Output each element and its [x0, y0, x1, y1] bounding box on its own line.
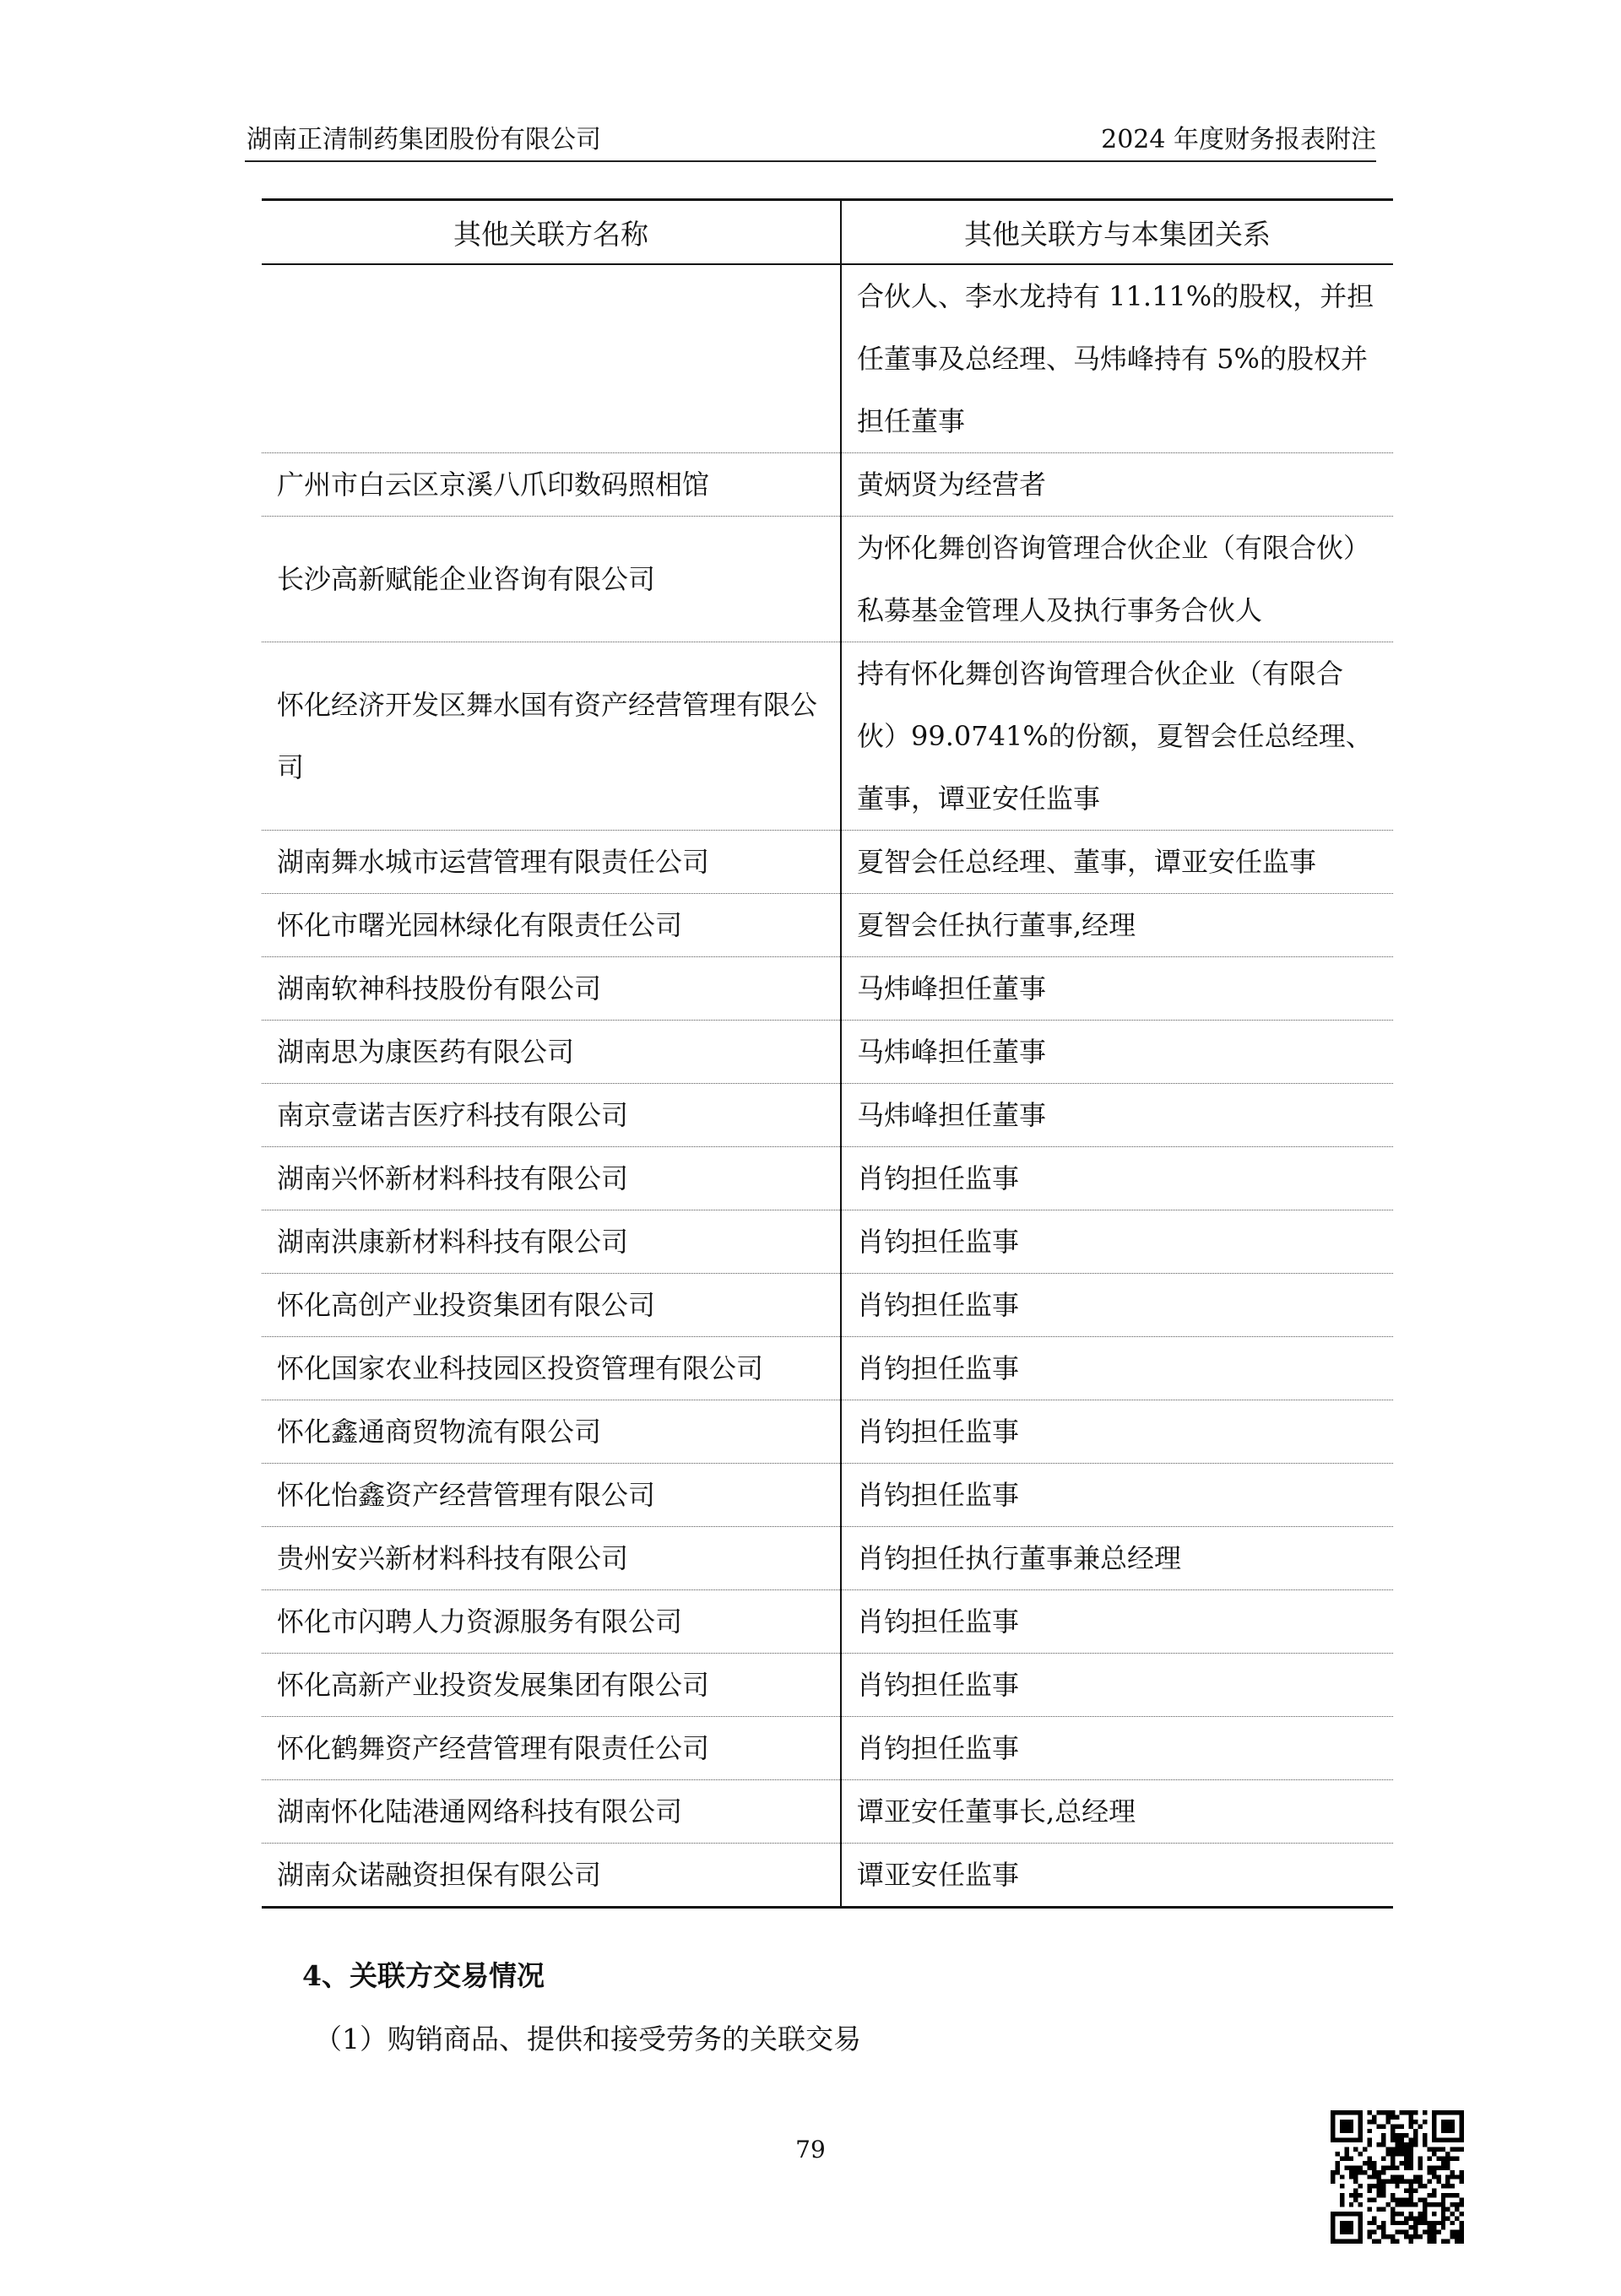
related-party-relation: 肖钧担任监事	[841, 1654, 1393, 1717]
related-party-name: 广州市白云区京溪八爪印数码照相馆	[262, 453, 841, 517]
related-party-name: 湖南软神科技股份有限公司	[262, 957, 841, 1021]
related-party-relation: 肖钧担任监事	[841, 1274, 1393, 1337]
table-row	[262, 1084, 1393, 1147]
table-row	[262, 1147, 1393, 1210]
related-party-relation: 肖钧担任监事	[841, 1147, 1393, 1210]
related-party-relation: 黄炳贤为经营者	[841, 453, 1393, 517]
related-party-relation: 马炜峰担任董事	[841, 957, 1393, 1021]
related-party-relation: 肖钧担任监事	[841, 1590, 1393, 1654]
header-rule	[245, 160, 1376, 162]
related-party-name: 怀化市闪聘人力资源服务有限公司	[262, 1590, 841, 1654]
table-row	[262, 1780, 1393, 1844]
related-party-name: 贵州安兴新材料科技有限公司	[262, 1527, 841, 1590]
related-party-name: 湖南怀化陆港通网络科技有限公司	[262, 1780, 841, 1844]
related-party-name: 怀化高创产业投资集团有限公司	[262, 1274, 841, 1337]
page-number: 79	[795, 2136, 826, 2163]
related-party-relation: 谭亚安任监事	[841, 1844, 1393, 1908]
related-party-name: 怀化鑫通商贸物流有限公司	[262, 1400, 841, 1464]
related-party-name: 怀化鹤舞资产经营管理有限责任公司	[262, 1717, 841, 1780]
related-party-name: 怀化怡鑫资产经营管理有限公司	[262, 1464, 841, 1527]
table-row	[262, 831, 1393, 894]
related-party-relation: 肖钧担任监事	[841, 1464, 1393, 1527]
table-row	[262, 1527, 1393, 1590]
table-body	[262, 264, 1393, 1908]
column-header-name: 其他关联方名称	[262, 200, 841, 265]
related-party-name: 怀化市曙光园林绿化有限责任公司	[262, 894, 841, 957]
related-party-name: 湖南舞水城市运营管理有限责任公司	[262, 831, 841, 894]
qr-code-icon	[1331, 2110, 1464, 2244]
related-party-name: 怀化经济开发区舞水国有资产经营管理有限公司	[262, 642, 841, 831]
table-row	[262, 1021, 1393, 1084]
table-row	[262, 1717, 1393, 1780]
related-party-name: 怀化高新产业投资发展集团有限公司	[262, 1654, 841, 1717]
related-party-relation: 为怀化舞创咨询管理合伙企业（有限合伙）私募基金管理人及执行事务合伙人	[841, 517, 1393, 642]
related-party-relation: 肖钧担任监事	[841, 1337, 1393, 1400]
related-party-name: 南京壹诺吉医疗科技有限公司	[262, 1084, 841, 1147]
table-row	[262, 1464, 1393, 1527]
table-row	[262, 1274, 1393, 1337]
table-row	[262, 957, 1393, 1021]
related-party-name: 湖南思为康医药有限公司	[262, 1021, 841, 1084]
table-header-row	[262, 200, 1393, 265]
table-row	[262, 453, 1393, 517]
table-row	[262, 1337, 1393, 1400]
table-row	[262, 1844, 1393, 1908]
related-party-relation: 马炜峰担任董事	[841, 1021, 1393, 1084]
related-party-name: 湖南洪康新材料科技有限公司	[262, 1210, 841, 1274]
related-party-relation: 马炜峰担任董事	[841, 1084, 1393, 1147]
table-row	[262, 894, 1393, 957]
table-row	[262, 1210, 1393, 1274]
related-party-relation: 谭亚安任董事长,总经理	[841, 1780, 1393, 1844]
related-party-relation: 肖钧担任执行董事兼总经理	[841, 1527, 1393, 1590]
related-party-relation: 肖钧担任监事	[841, 1210, 1393, 1274]
related-party-relation: 持有怀化舞创咨询管理合伙企业（有限合伙）99.0741%的份额，夏智会任总经理、董事，谭亚安任监事	[841, 642, 1393, 831]
section-title: 4、关联方交易情况	[302, 1959, 545, 1992]
related-party-name: 长沙高新赋能企业咨询有限公司	[262, 517, 841, 642]
table-row	[262, 264, 1393, 453]
related-party-relation: 合伙人、李水龙持有 11.11%的股权，并担任董事及总经理、马炜峰持有 5%的股权并担任董事	[841, 264, 1393, 453]
table-row	[262, 1400, 1393, 1464]
table-row	[262, 1654, 1393, 1717]
section-subtitle: （1）购销商品、提供和接受劳务的关联交易	[314, 2023, 861, 2055]
table-row	[262, 517, 1393, 642]
related-party-relation: 夏智会任总经理、董事，谭亚安任监事	[841, 831, 1393, 894]
related-party-relation: 肖钧担任监事	[841, 1400, 1393, 1464]
header-company: 湖南正清制药集团股份有限公司	[247, 125, 601, 154]
column-header-relation: 其他关联方与本集团关系	[841, 200, 1393, 265]
related-party-name: 湖南兴怀新材料科技有限公司	[262, 1147, 841, 1210]
related-party-name	[262, 264, 841, 453]
related-party-relation: 夏智会任执行董事,经理	[841, 894, 1393, 957]
related-party-name: 湖南众诺融资担保有限公司	[277, 1859, 602, 1891]
related-parties-table	[262, 198, 1393, 1909]
table-row	[262, 1590, 1393, 1654]
header-report-title: 2024 年度财务报表附注	[1101, 125, 1376, 154]
related-party-name: 怀化国家农业科技园区投资管理有限公司	[262, 1337, 841, 1400]
table-row	[262, 642, 1393, 831]
related-party-relation: 肖钧担任监事	[841, 1717, 1393, 1780]
